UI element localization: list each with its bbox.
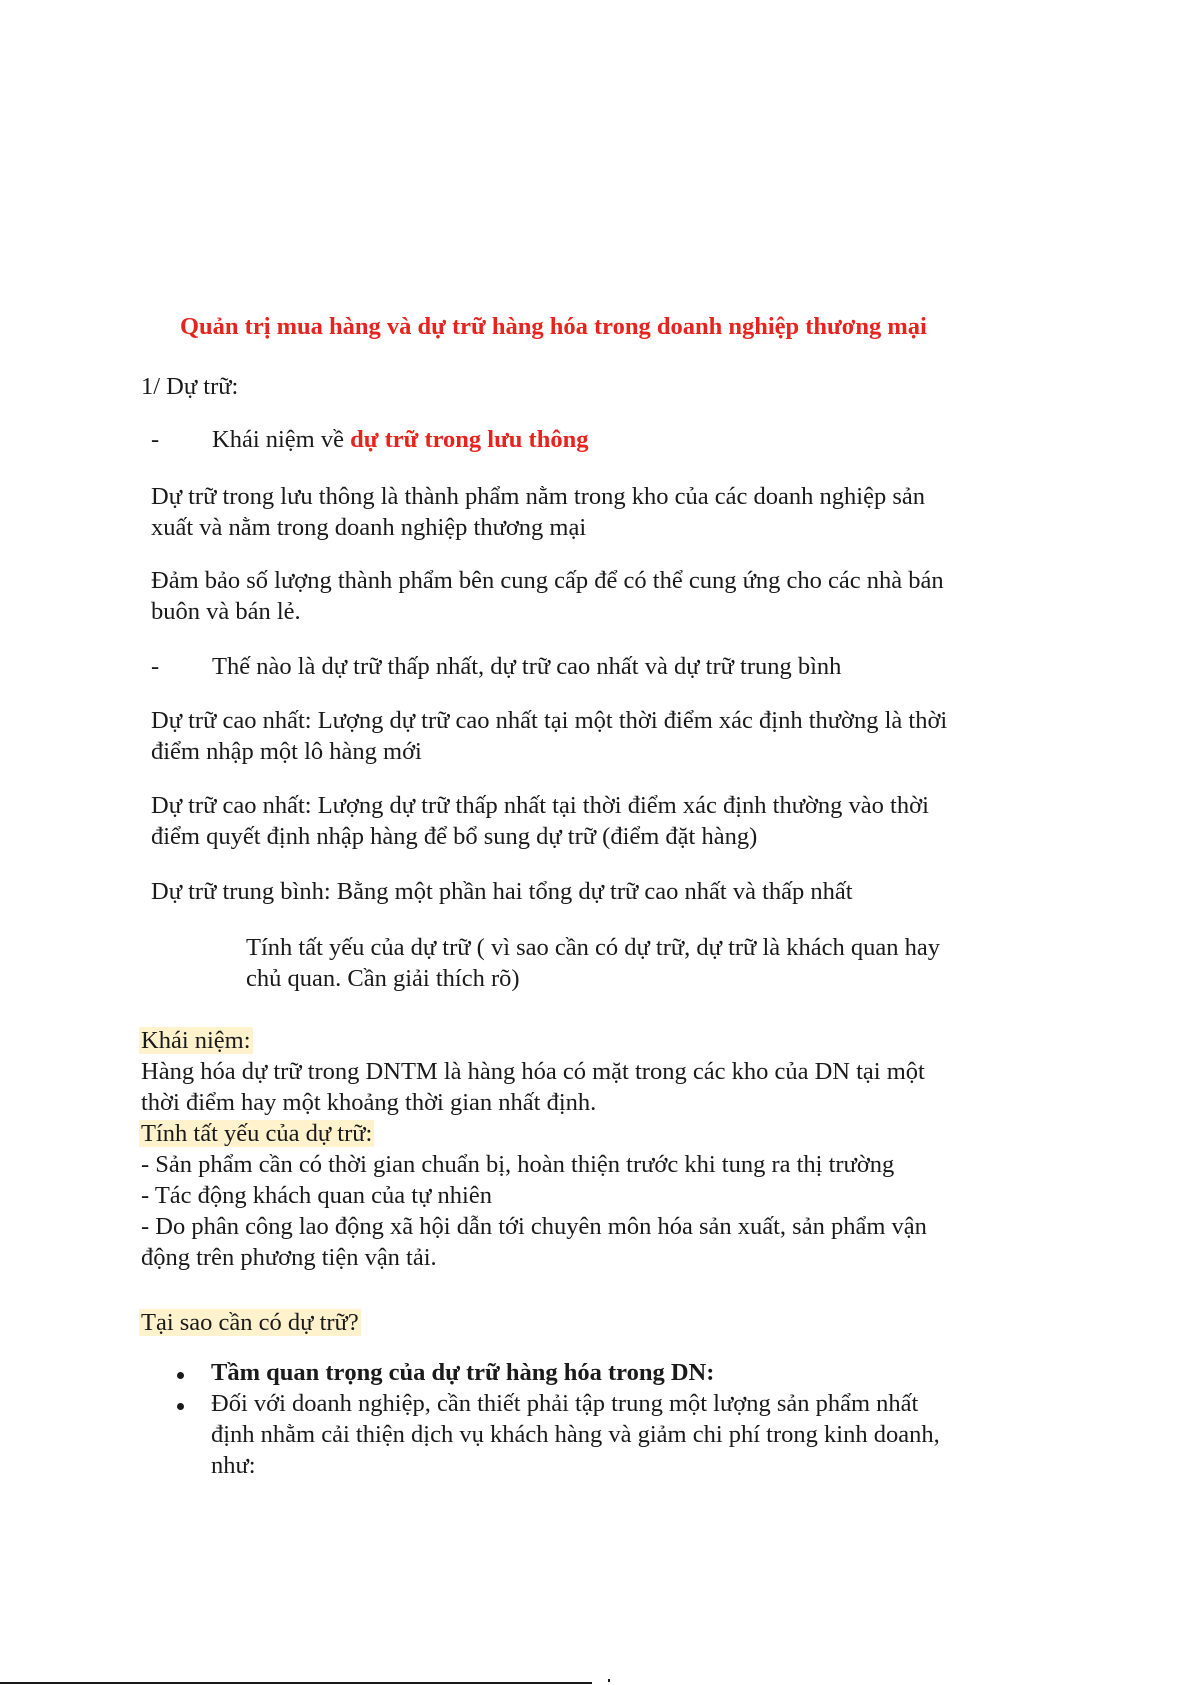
dash-item-levels: [151, 651, 841, 682]
concept-label: [139, 1025, 253, 1056]
dash-item-text: Khái niệm về: [212, 426, 351, 453]
paragraph-line: điểm nhập một lô hàng mới: [151, 738, 422, 765]
dash-item-concept: [151, 424, 588, 455]
bullet-item-line: như:: [211, 1452, 256, 1479]
page-bottom-rule: [0, 1682, 592, 1684]
paragraph-line: Hàng hóa dự trữ trong DNTM là hàng hóa có mặt trong các kho của DN tại một: [141, 1058, 925, 1085]
list-line: - Do phân công lao động xã hội dẫn tới chuyên môn hóa sản xuất, sản phẩm vận: [141, 1213, 927, 1240]
paragraph-line: Dự trữ trong lưu thông là thành phẩm nằm trong kho của các doanh nghiệp sản: [151, 483, 925, 510]
paragraph-line: điểm quyết định nhập hàng để bổ sung dự trữ (điểm đặt hàng): [151, 823, 758, 850]
list-line: - Tác động khách quan của tự nhiên: [141, 1182, 492, 1209]
page-bottom-mark: [608, 1679, 610, 1682]
paragraph-line: Đảm bảo số lượng thành phẩm bên cung cấp để có thể cung ứng cho các nhà bán: [151, 567, 944, 594]
list-line: - Sản phẩm cần có thời gian chuẩn bị, hoàn thiện trước khi tung ra thị trường: [141, 1151, 895, 1178]
bullet-dot: [177, 1372, 184, 1379]
dash-item-text: Thế nào là dự trữ thấp nhất, dự trữ cao nhất và dự trữ trung bình: [212, 653, 842, 680]
document-title: Quản trị mua hàng và dự trữ hàng hóa trong doanh nghiệp thương mại: [180, 313, 927, 340]
section-heading: 1/ Dự trữ:: [141, 373, 239, 400]
emphasis-text: dự trữ trong lưu thông: [350, 426, 589, 453]
highlighted-label: Khái niệm:: [141, 1027, 251, 1054]
paragraph-line: Dự trữ cao nhất: Lượng dự trữ thấp nhất tại thời điểm xác định thường vào thời: [151, 792, 929, 819]
paragraph-line: chủ quan. Cần giải thích rõ): [246, 965, 520, 992]
paragraph-line: Dự trữ cao nhất: Lượng dự trữ cao nhất tại một thời điểm xác định thường là thời: [151, 707, 948, 734]
dash-marker: -: [151, 653, 160, 680]
paragraph-line: buôn và bán lẻ.: [151, 598, 301, 625]
dash-marker: -: [151, 426, 160, 453]
bullet-item-importance: Tầm quan trọng của dự trữ hàng hóa trong DN:: [211, 1359, 715, 1386]
paragraph-line: Tính tất yếu của dự trữ ( vì sao cần có dự trữ, dự trữ là khách quan hay: [246, 934, 941, 961]
paragraph-line: thời điểm hay một khoảng thời gian nhất định.: [141, 1089, 597, 1116]
bullet-item-line: Đối với doanh nghiệp, cần thiết phải tập trung một lượng sản phẩm nhất: [211, 1390, 919, 1417]
why-label: [139, 1307, 361, 1338]
list-line: động trên phương tiện vận tải.: [141, 1244, 437, 1271]
highlighted-label: Tính tất yếu của dự trữ:: [141, 1120, 373, 1147]
paragraph-line: xuất và nằm trong doanh nghiệp thương mại: [151, 514, 587, 541]
necessity-label: [139, 1118, 374, 1149]
highlighted-label: Tại sao cần có dự trữ?: [141, 1309, 359, 1336]
bullet-item-line: định nhằm cải thiện dịch vụ khách hàng và giảm chi phí trong kinh doanh,: [211, 1421, 940, 1448]
bullet-dot: [177, 1403, 184, 1410]
paragraph-line: Dự trữ trung bình: Bằng một phần hai tổng dự trữ cao nhất và thấp nhất: [151, 878, 853, 905]
